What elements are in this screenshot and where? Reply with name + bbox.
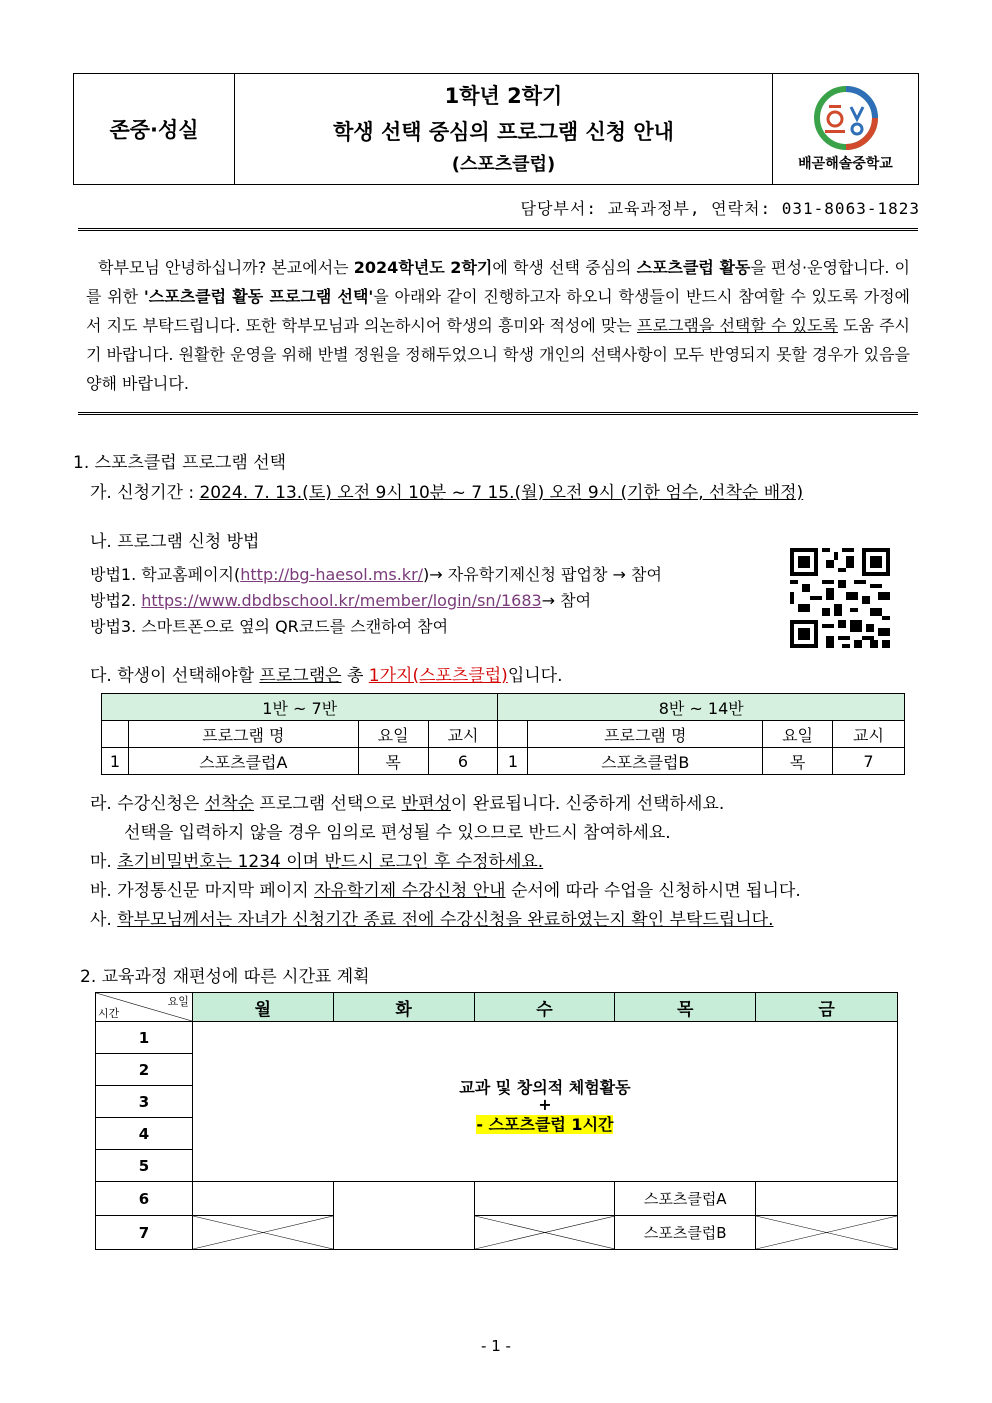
school-logo-icon xyxy=(813,85,879,151)
note-ba: 바. 가정통신문 마지막 페이지 자유학기제 수강신청 안내 순서에 따라 수업을 신청하시면 됩니다. xyxy=(90,881,801,901)
page-number: - 1 - xyxy=(481,1337,511,1355)
header-box xyxy=(73,73,919,185)
table-row: 1 스포츠클럽A 목 6 1 스포츠클럽B 목 7 xyxy=(102,748,905,775)
sports-club-highlight: - 스포츠클럽 1시간 xyxy=(476,1114,614,1134)
period-5: 5 xyxy=(96,1150,193,1182)
day-wed: 수 xyxy=(474,993,615,1022)
group1-header: 1반 ~ 7반 xyxy=(102,694,498,721)
col-day-header: 요일 xyxy=(358,721,428,748)
contact-info: 담당부서: 교육과정부, 연락처: 031-8063-1823 xyxy=(520,199,920,218)
day-tue: 화 xyxy=(333,993,474,1022)
application-period: 가. 신청기간 : 2024. 7. 13.(토) 오전 9시 10분 ~ 7 15.(월) 오전 9시 (기한 엄수, 선착순 배정) xyxy=(90,483,804,503)
col-day-header: 요일 xyxy=(763,721,833,748)
merged-activity-cell: 교과 및 창의적 체험활동 + - 스포츠클럽 1시간 xyxy=(192,1022,897,1182)
application-method-heading: 나. 프로그램 신청 방법 xyxy=(90,532,260,552)
group2-header: 8반 ~ 14반 xyxy=(498,694,905,721)
school-name: 배곧해솔중학교 xyxy=(798,156,893,172)
period-7: 7 xyxy=(96,1216,193,1250)
section1-title: 1. 스포츠클럽 프로그램 선택 xyxy=(73,453,287,473)
section2-title: 2. 교육과정 재편성에 따른 시간표 계획 xyxy=(80,967,370,987)
period-4: 4 xyxy=(96,1118,193,1150)
timetable-corner: 요일 시간 xyxy=(96,993,193,1022)
period-2: 2 xyxy=(96,1054,193,1086)
col-name-header: 프로그램 명 xyxy=(128,721,358,748)
method3: 방법3. 스마트폰으로 옆의 QR코드를 스캔하여 참여 xyxy=(90,617,449,636)
day-thu: 목 xyxy=(615,993,756,1022)
qr-code-icon xyxy=(790,548,890,648)
col-period-header: 교시 xyxy=(428,721,498,748)
period-1: 1 xyxy=(96,1022,193,1054)
program-table xyxy=(101,693,905,775)
qr-code[interactable] xyxy=(790,548,890,653)
empty-slot-x xyxy=(474,1216,615,1250)
title-line2: 학생 선택 중심의 프로그램 신청 안내 xyxy=(333,120,674,144)
period-3: 3 xyxy=(96,1086,193,1118)
period-6: 6 xyxy=(96,1182,193,1216)
dbdbschool-link[interactable]: https://www.dbdbschool.kr/member/login/sn/1683 xyxy=(141,591,542,610)
method2: 방법2. https://www.dbdbschool.kr/member/login/sn/1683→ 참여 xyxy=(90,591,592,610)
empty-slot-x xyxy=(192,1216,333,1250)
thu-period7: 스포츠클럽B xyxy=(615,1216,756,1250)
school-logo xyxy=(772,74,918,184)
note-ra2: 선택을 입력하지 않을 경우 임의로 편성될 수 있으므로 반드시 참여하세요. xyxy=(124,823,671,843)
school-motto: 존중·성실 xyxy=(74,74,235,184)
title-line1: 1학년 2학기 xyxy=(444,84,563,108)
intro-paragraph: 학부모님 안녕하십니까? 본교에서는 2024학년도 2학기에 학생 선택 중심의 스포츠클럽 활동을 편성·운영합니다. 이를 위한 '스포츠클럽 활동 프로그램 선택'을 아래와 같이 진행하고자 하오니 학생들이 반드시 참여할 수 있도록 가정에서 지도 부탁드립니다. 또한 학부모님과 의논하시어 학생의 흥미와 적성에 맞는 프로그램을 선택할 수 있도록 도움 주시기 바랍니다. 원활한 운영을 위해 반별 정원을 정해두었으니 학생 개인의 선택사항이 모두 반영되지 못할 경우가 있음을 양해 바랍니다. xyxy=(86,258,911,393)
timetable xyxy=(95,992,898,1250)
empty-slot-x xyxy=(756,1216,898,1250)
note-sa: 사. 학부모님께서는 자녀가 신청기간 종료 전에 수강신청을 완료하였는지 확인 부탁드립니다. xyxy=(90,910,774,930)
school-homepage-link[interactable]: http://bg-haesol.ms.kr/ xyxy=(240,565,424,584)
method1: 방법1. 학교홈페이지(http://bg-haesol.ms.kr/)→ 자유학기제신청 팝업창 → 참여 xyxy=(90,565,662,584)
intro-box xyxy=(78,228,918,415)
note-ra: 라. 수강신청은 선착순 프로그램 선택으로 반편성이 완료됩니다. 신중하게 선택하세요. xyxy=(90,794,725,814)
day-mon: 월 xyxy=(192,993,333,1022)
col-name-header: 프로그램 명 xyxy=(528,721,763,748)
col-period-header: 교시 xyxy=(833,721,905,748)
thu-period6: 스포츠클럽A xyxy=(615,1182,756,1216)
title-line3: (스포츠클럽) xyxy=(451,154,556,175)
document-title xyxy=(235,74,772,184)
note-ma: 마. 초기비밀번호는 1234 이며 반드시 로그인 후 수정하세요. xyxy=(90,852,544,872)
program-count-note: 다. 학생이 선택해야할 프로그램은 총 1가지(스포츠클럽)입니다. xyxy=(90,666,563,686)
day-fri: 금 xyxy=(756,993,898,1022)
